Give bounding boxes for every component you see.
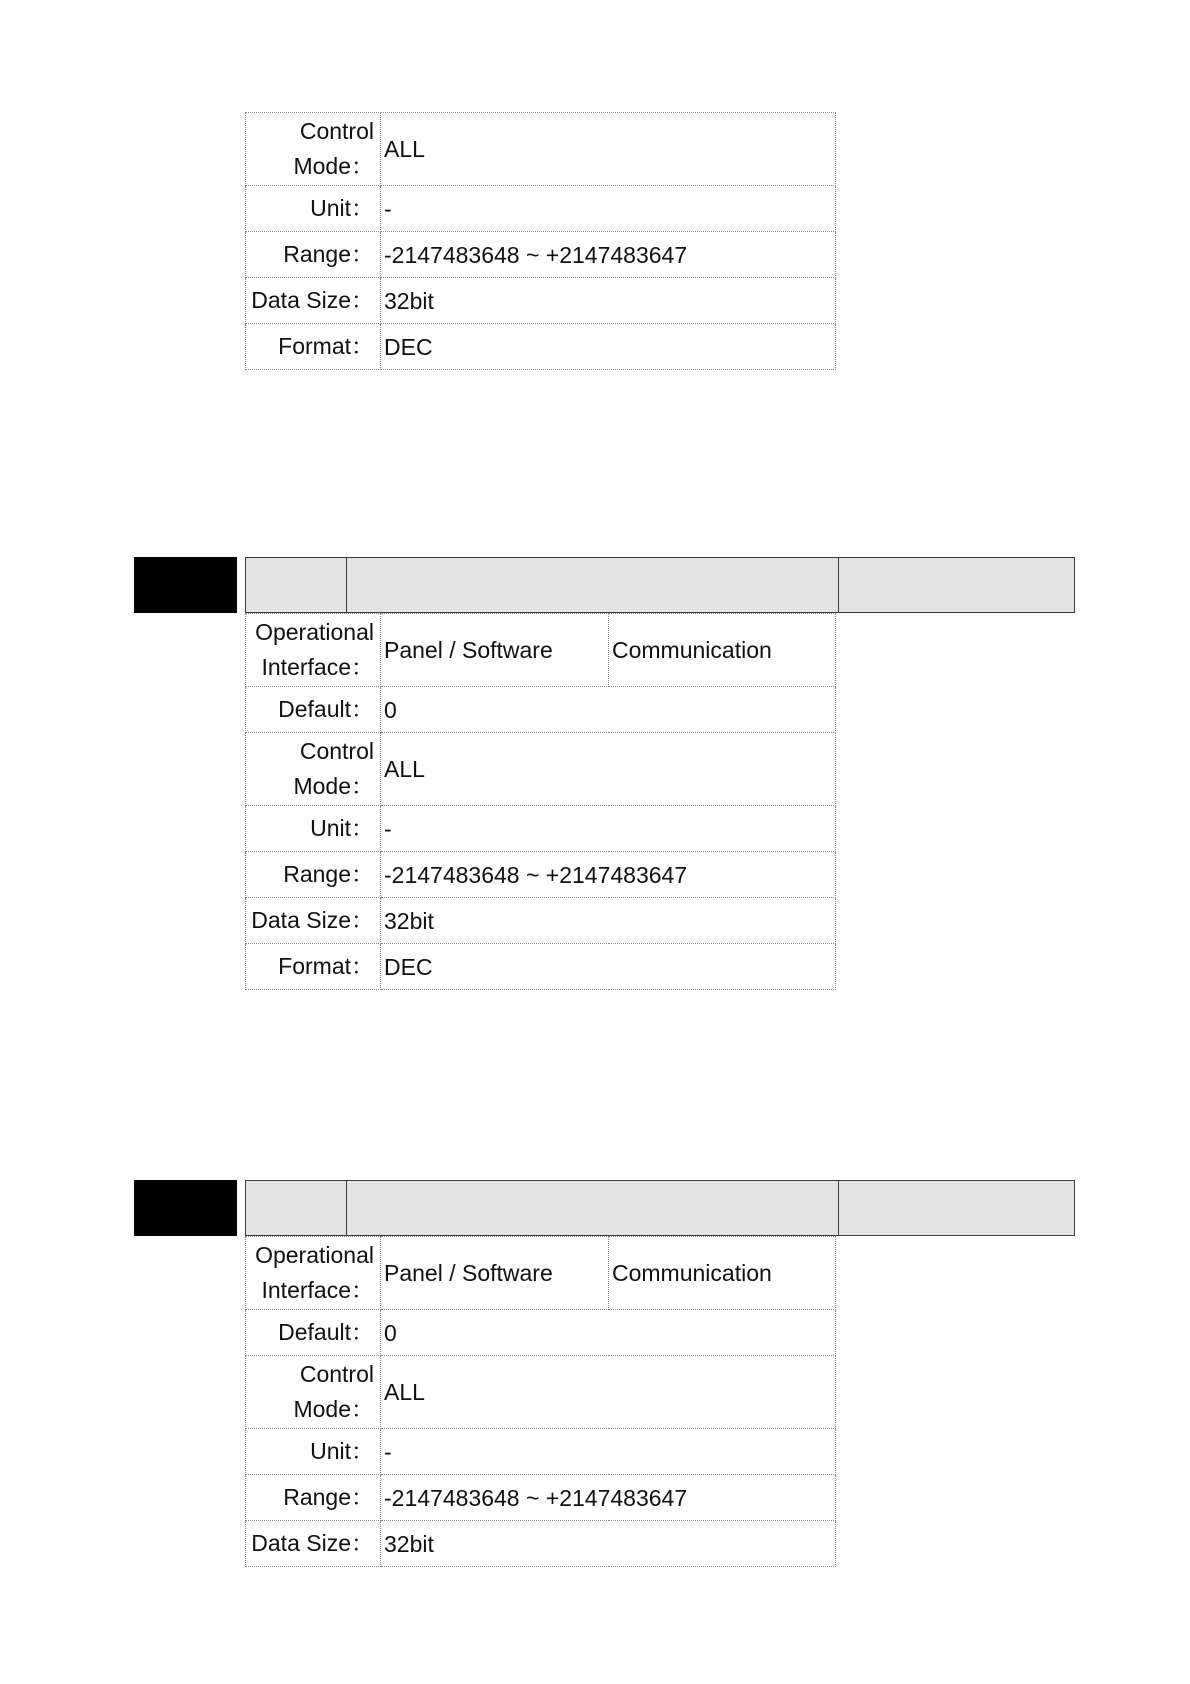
operational-interface-label: Operational Interface： [246, 614, 381, 687]
format-label: Format： [246, 944, 381, 990]
default-label: Default： [246, 1310, 381, 1356]
parameter-code-tab [134, 1180, 237, 1236]
unit-label: Unit： [246, 186, 381, 232]
interface-communication: Communication [609, 614, 836, 687]
range-label: Range： [246, 852, 381, 898]
parameter-header-bar [245, 1180, 1075, 1236]
default-value: 0 [381, 1310, 836, 1356]
header-cell-address [838, 558, 1074, 612]
range-value: -2147483648 ~ +2147483647 [381, 1475, 836, 1521]
format-label: Format： [246, 324, 381, 370]
data-size-value: 32bit [381, 898, 836, 944]
control-mode-value: ALL [381, 733, 836, 806]
parameter-header-bar [245, 557, 1075, 613]
data-size-label: Data Size： [246, 1521, 381, 1567]
param-table-1 [245, 112, 836, 370]
data-size-label: Data Size： [246, 278, 381, 324]
unit-value: - [381, 186, 836, 232]
data-size-label: Data Size： [246, 898, 381, 944]
control-mode-value: ALL [381, 1356, 836, 1429]
format-value: DEC [381, 324, 836, 370]
interface-communication: Communication [609, 1237, 836, 1310]
unit-label: Unit： [246, 806, 381, 852]
unit-value: - [381, 806, 836, 852]
header-cell-code [246, 558, 347, 612]
control-mode-label: Control Mode： [246, 1356, 381, 1429]
data-size-value: 32bit [381, 1521, 836, 1567]
header-cell-address [838, 1181, 1074, 1235]
unit-value: - [381, 1429, 836, 1475]
default-label: Default： [246, 687, 381, 733]
range-value: -2147483648 ~ +2147483647 [381, 852, 836, 898]
unit-label: Unit： [246, 1429, 381, 1475]
param-table-2 [245, 613, 836, 990]
header-cell-code [246, 1181, 347, 1235]
interface-panel-software: Panel / Software [381, 1237, 609, 1310]
interface-panel-software: Panel / Software [381, 614, 609, 687]
header-cell-name [346, 1181, 839, 1235]
control-mode-label: Control Mode： [246, 733, 381, 806]
control-mode-label: Control Mode： [246, 113, 381, 186]
control-mode-value: ALL [381, 113, 836, 186]
range-value: -2147483648 ~ +2147483647 [381, 232, 836, 278]
header-cell-name [346, 558, 839, 612]
range-label: Range： [246, 1475, 381, 1521]
operational-interface-label: Operational Interface： [246, 1237, 381, 1310]
parameter-code-tab [134, 557, 237, 613]
default-value: 0 [381, 687, 836, 733]
range-label: Range： [246, 232, 381, 278]
format-value: DEC [381, 944, 836, 990]
param-table-3 [245, 1236, 836, 1567]
data-size-value: 32bit [381, 278, 836, 324]
